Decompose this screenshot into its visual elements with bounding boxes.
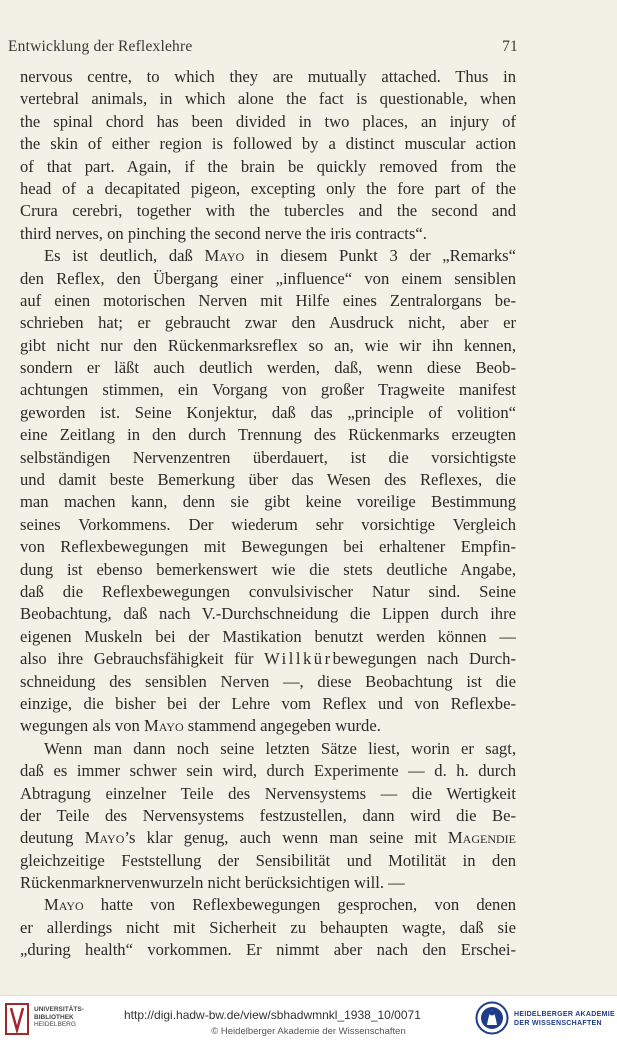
author-name: Mayo — [143, 716, 184, 736]
text-run: wegungen als von — [20, 716, 144, 736]
page-number: 71 — [502, 38, 518, 55]
permalink-url[interactable]: http://digi.hadw-bw.de/view/sbhadwmnkl_1938_10/0071 — [124, 1008, 421, 1022]
text-line — [20, 715, 516, 737]
text-line: schrieben hat; er gebraucht zwar den Ausdruck nicht, aber er — [20, 313, 516, 333]
logo-line: UNIVERSITÄTS- — [34, 1006, 84, 1013]
text-line: the skin of either region is followed by a distinct muscular action — [20, 134, 516, 154]
text-run: also ihre Gebrauchsfähigkeit für — [20, 649, 265, 669]
text-run: bewegungen nach Durch- — [332, 649, 516, 669]
academy-name — [514, 1010, 615, 1028]
text-line: gibt nicht nur den Rückenmarksreflex so an, wie wir ihn kennen, — [20, 335, 516, 355]
text-run: stammend angegeben wurde. — [183, 716, 381, 736]
text-line: er allerdings nicht mit Sicherheit zu behaupten wagte, daß sie — [20, 917, 516, 937]
text-line: Rückenmarknervenwurzeln nicht berücksichtigen will. — — [20, 873, 405, 893]
text-line: daß die Reflexbewegungen convulsivischer Natur sind. Seine — [20, 581, 516, 601]
running-title: Entwicklung der Reflexlehre — [8, 38, 193, 55]
text-line: Beobachtung, daß nach V.-Durchschneidung die Lippen durch ihre — [20, 604, 516, 624]
text-line: vertebral animals, in which alone the fact is questionable, when — [20, 89, 516, 109]
text-line: head of a decapitated pigeon, excepting only the fore part of the — [20, 178, 516, 198]
text-line: gleichzeitige Feststellung der Sensibilität und Motilität in den — [20, 850, 516, 870]
text-line: schneidung des sensiblen Nerven —, diese Beobachtung ist die — [20, 671, 516, 691]
text-line: einzige, die bisher bei der Lehre vom Reflex und von Reflexbe- — [20, 693, 516, 713]
text-line: eigenen Muskeln bei der Mastikation benutzt werden können — — [20, 626, 516, 646]
text-line: Crura cerebri, together with the tubercles and the second and — [20, 201, 516, 221]
text-run: in diesem Punkt 3 der „Remarks“ — [244, 246, 516, 266]
text-line: the spinal chord has been divided in two places, an injury of — [20, 111, 516, 131]
copyright-notice: © Heidelberger Akademie der Wissenschaften — [211, 1026, 406, 1037]
author-name: Magendie — [447, 828, 516, 848]
logo-line: BIBLIOTHEK — [34, 1013, 74, 1021]
text-line: und damit beste Bemerkung über das Wesen des Reflexes, die — [20, 470, 516, 490]
text-line: auf einen motorischen Nerven mit Hilfe eines Zentralorgans be- — [20, 290, 516, 310]
text-line: sondern er läßt auch deutlich werden, daß, wenn diese Beob- — [20, 358, 516, 378]
text-line: of that part. Again, if the brain be quickly removed from the — [20, 156, 516, 176]
logo-line: HEIDELBERG — [34, 1021, 76, 1028]
academy-seal-icon — [475, 1001, 509, 1035]
text-line: eine Zeitlang in den durch Trennung des Rückenmarks erzeugten — [20, 425, 516, 445]
text-run: ’s klar genug, auch wenn man seine mit — [124, 828, 448, 848]
text-line: Abtragung einzelner Teile des Nervensystems — die Wertigkeit — [20, 783, 516, 803]
text-line — [20, 894, 516, 916]
text-run: Es ist deutlich, daß — [44, 246, 205, 266]
text-line — [20, 245, 516, 267]
spaced-emphasis: Willkür — [264, 649, 333, 669]
text-line: achtungen stimmen, ein Vorgang von großer Tragweite manifest — [20, 380, 516, 400]
text-line: der Teile des Nervensystems festzustellen, dann wird die Be- — [20, 805, 516, 825]
text-line: geworden ist. Seine Konjektur, daß das „principle of volition“ — [20, 402, 516, 422]
author-name: Mayo — [84, 828, 125, 848]
text-line: daß es immer schwer sein wird, durch Experimente — d. h. durch — [20, 761, 516, 781]
text-line: „during health“ vorkommen. Er nimmt aber nach den Erschei- — [20, 940, 516, 960]
body-text — [20, 66, 516, 962]
text-line: seines Vorkommens. Der wiederum sehr vorsichtige Vergleich — [20, 514, 516, 534]
logo-line: DER WISSENSCHAFTEN — [514, 1020, 602, 1027]
text-line — [20, 827, 516, 849]
text-line: den Reflex, den Übergang einer „influence“ von einem sensiblen — [20, 268, 516, 288]
text-line: dung ist ebenso bemerkenswert wie die stets deutliche Angabe, — [20, 559, 516, 579]
text-line: nervous centre, to which they are mutually attached. Thus in — [20, 67, 516, 86]
text-run: hatte von Reflexbewegungen gesprochen, von denen — [83, 895, 516, 915]
viewer-footer — [0, 995, 617, 1042]
text-line — [20, 648, 516, 670]
text-line: selbständigen Nervenzentren überdauert, ist die vorsichtigste — [20, 447, 516, 467]
author-name: Mayo — [44, 895, 84, 915]
text-line: von Reflexbewegungen mit Bewegungen bei erhaltener Empfin- — [20, 537, 516, 557]
text-line: third nerves, on pinching the second nerve the iris contracts“. — [20, 223, 427, 243]
text-line: Wenn man dann noch seine letzten Sätze liest, worin er sagt, — [44, 738, 516, 758]
logo-line: HEIDELBERGER AKADEMIE — [514, 1011, 615, 1018]
text-line: man machen kann, denn sie gibt keine voreilige Bestimmung — [20, 492, 516, 512]
author-name: Mayo — [204, 246, 245, 266]
text-run: deutung — [20, 828, 85, 848]
